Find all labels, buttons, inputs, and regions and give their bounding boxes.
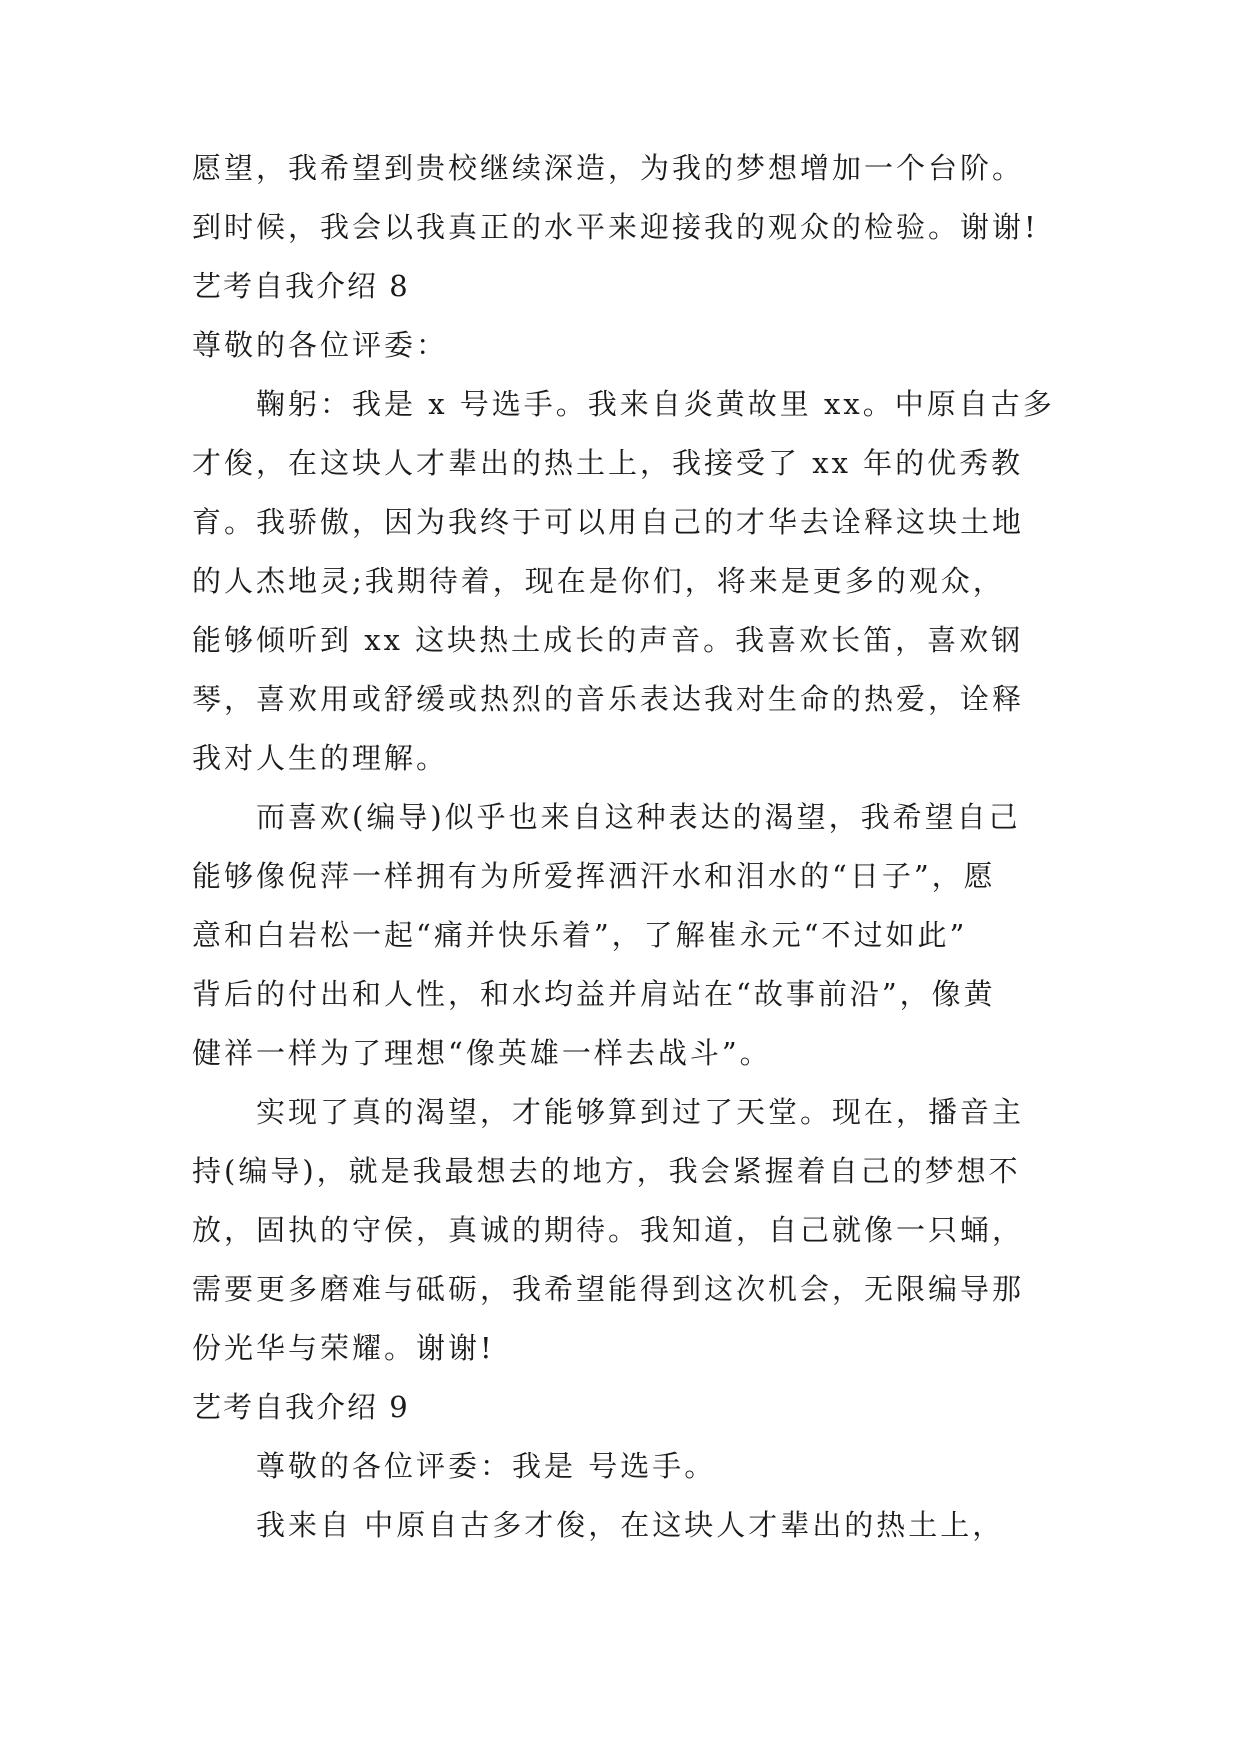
text-line: 育。我骄傲，因为我终于可以用自己的才华去诠释这块土地: [192, 505, 1025, 539]
text-line: 放，固执的守侯，真诚的期待。我知道，自己就像一只蛹，: [192, 1213, 1025, 1247]
text-line: 而喜欢(编导)似乎也来自这种表达的渴望，我希望自己: [256, 800, 1021, 834]
text-line: 琴，喜欢用或舒缓或热烈的音乐表达我对生命的热爱，诠释: [192, 682, 1025, 716]
section-heading: 艺考自我介绍 8: [192, 269, 410, 303]
text-line: 实现了真的渴望，才能够算到过了天堂。现在，播音主: [256, 1095, 1025, 1129]
text-line: 我对人生的理解。: [192, 741, 449, 775]
section-heading: 艺考自我介绍 9: [192, 1390, 410, 1424]
salutation: 尊敬的各位评委：: [192, 328, 449, 362]
text-line: 能够倾听到 xx 这块热土成长的声音。我喜欢长笛，喜欢钢: [192, 623, 1024, 657]
text-line: 需要更多磨难与砥砺，我希望能得到这次机会，无限编导那: [192, 1272, 1025, 1306]
text-line: 意和白岩松一起“痛并快乐着”，了解崔永元“不过如此”: [192, 918, 968, 952]
text-line: 份光华与荣耀。谢谢!: [192, 1331, 495, 1365]
text-line: 愿望，我希望到贵校继续深造，为我的梦想增加一个台阶。: [192, 151, 1025, 185]
text-line: 我来自 中原自古多才俊，在这块人才辈出的热土上，: [256, 1508, 1005, 1542]
text-line: 持(编导)，就是我最想去的地方，我会紧握着自己的梦想不: [192, 1154, 1021, 1188]
text-line: 尊敬的各位评委：我是 号选手。: [256, 1449, 717, 1483]
text-line: 健祥一样为了理想“像英雄一样去战斗”。: [192, 1036, 772, 1070]
text-line: 到时候，我会以我真正的水平来迎接我的观众的检验。谢谢!: [192, 210, 1039, 244]
text-line: 的人杰地灵;我期待着，现在是你们，将来是更多的观众，: [192, 564, 1005, 598]
text-line: 才俊，在这块人才辈出的热土上，我接受了 xx 年的优秀教: [192, 446, 1024, 480]
text-line: 鞠躬：我是 x 号选手。我来自炎黄故里 xx。中原自古多: [256, 387, 1055, 421]
text-line: 能够像倪萍一样拥有为所爱挥洒汗水和泪水的“日子”，愿: [192, 859, 996, 893]
text-line: 背后的付出和人性，和水均益并肩站在“故事前沿”，像黄: [192, 977, 996, 1011]
